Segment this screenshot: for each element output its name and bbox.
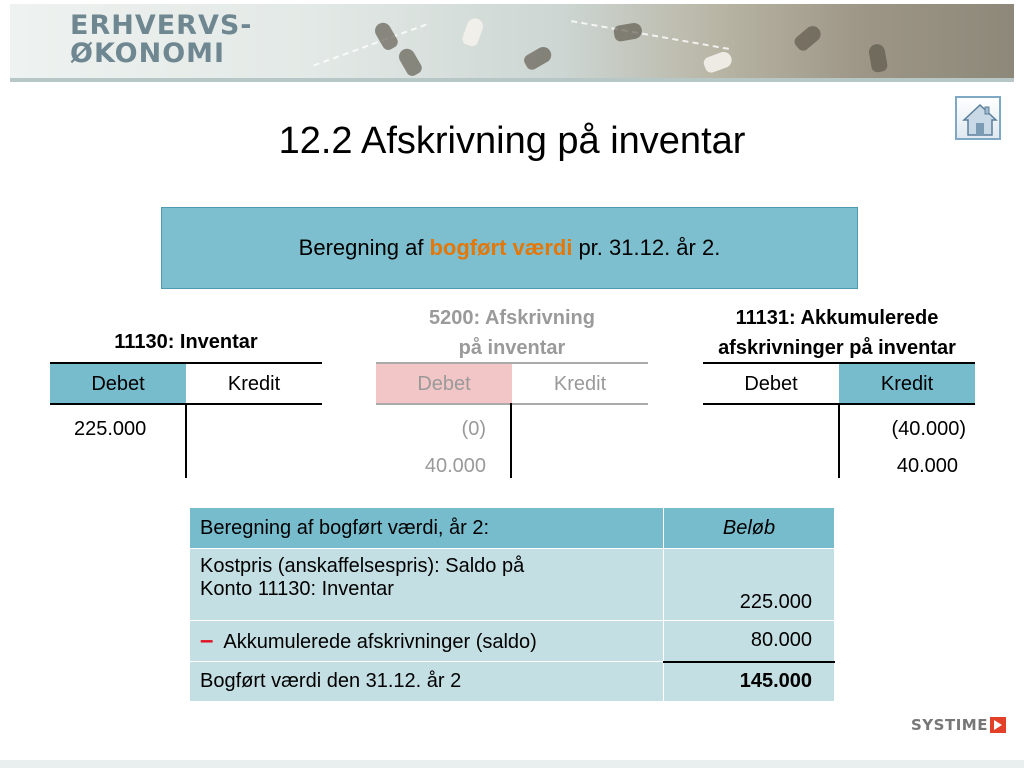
- systime-arrow-icon: [990, 717, 1006, 733]
- debit-value: 40.000: [424, 455, 486, 477]
- debit-value: 225.000: [74, 418, 147, 440]
- account-title: [376, 303, 648, 363]
- debit-value: (0): [461, 418, 486, 440]
- t-account-divider: [185, 403, 187, 478]
- account-title: [50, 327, 322, 357]
- row-label-line: Konto 11130: Inventar: [200, 578, 394, 600]
- info-callout: [161, 207, 858, 289]
- debit-header: Debet: [50, 364, 186, 404]
- account-title-line: 11130: Inventar: [114, 331, 258, 353]
- footer-strip: [0, 760, 1024, 768]
- row-label: [190, 549, 664, 621]
- footprint-icon: [702, 50, 734, 75]
- footprint-icon: [868, 43, 889, 73]
- credit-header: Kredit: [839, 364, 975, 404]
- logo: [70, 12, 253, 68]
- debit-header: Debet: [744, 372, 798, 395]
- row-amount: 80.000: [664, 621, 835, 662]
- credit-value: 40.000: [896, 455, 958, 477]
- credit-header: Kredit: [553, 372, 607, 395]
- debit-header: Debet: [376, 364, 512, 404]
- header-label: Beregning af bogført værdi, år 2:: [190, 508, 664, 549]
- callout-text-post: pr. 31.12. år 2.: [578, 235, 721, 260]
- calculation-table: [189, 507, 835, 702]
- page-title: 12.2 Afskrivning på inventar: [278, 120, 746, 162]
- footprint-icon: [613, 22, 643, 43]
- footprint-icon: [372, 20, 400, 52]
- callout-highlight: bogført værdi: [429, 235, 573, 260]
- logo-line-2: ØKONOMI: [70, 38, 226, 69]
- account-title-line: 5200: Afskrivning: [429, 307, 595, 329]
- table-row: [190, 549, 835, 621]
- footprint-icon: [461, 16, 486, 48]
- systime-logo[interactable]: [911, 716, 1006, 734]
- account-title-line: på inventar: [458, 337, 566, 359]
- table-row: [190, 621, 835, 662]
- header-banner: [10, 4, 1014, 82]
- row-label: Bogført værdi den 31.12. år 2: [190, 662, 664, 702]
- logo-line-1: ERHVERVS-: [70, 10, 253, 41]
- account-title: [680, 303, 994, 363]
- minus-sign: –: [200, 627, 214, 654]
- callout-text-pre: Beregning af: [298, 235, 424, 260]
- table-header-row: [190, 508, 835, 549]
- row-label-text: Akkumulerede afskrivninger (saldo): [223, 631, 537, 653]
- account-title-line: 11131: Akkumulerede: [735, 307, 939, 329]
- header-amount: Beløb: [664, 508, 835, 549]
- row-amount: 225.000: [664, 549, 835, 621]
- decorative-path: [571, 20, 729, 50]
- t-account-rule: [376, 403, 648, 405]
- footprint-icon: [792, 23, 824, 53]
- row-label: [190, 621, 664, 662]
- row-amount: 145.000: [664, 662, 835, 702]
- t-account-divider: [838, 403, 840, 478]
- t-account-divider: [510, 403, 512, 478]
- credit-header: Kredit: [227, 372, 281, 395]
- table-row: [190, 662, 835, 702]
- footprint-icon: [522, 44, 554, 72]
- footprint-icon: [396, 46, 424, 78]
- row-label-line: Kostpris (anskaffelsespris): Saldo på: [200, 555, 525, 577]
- brand-name: SYSTIME: [911, 716, 988, 734]
- account-title-line: afskrivninger på inventar: [718, 337, 956, 359]
- credit-value: (40.000): [891, 418, 966, 440]
